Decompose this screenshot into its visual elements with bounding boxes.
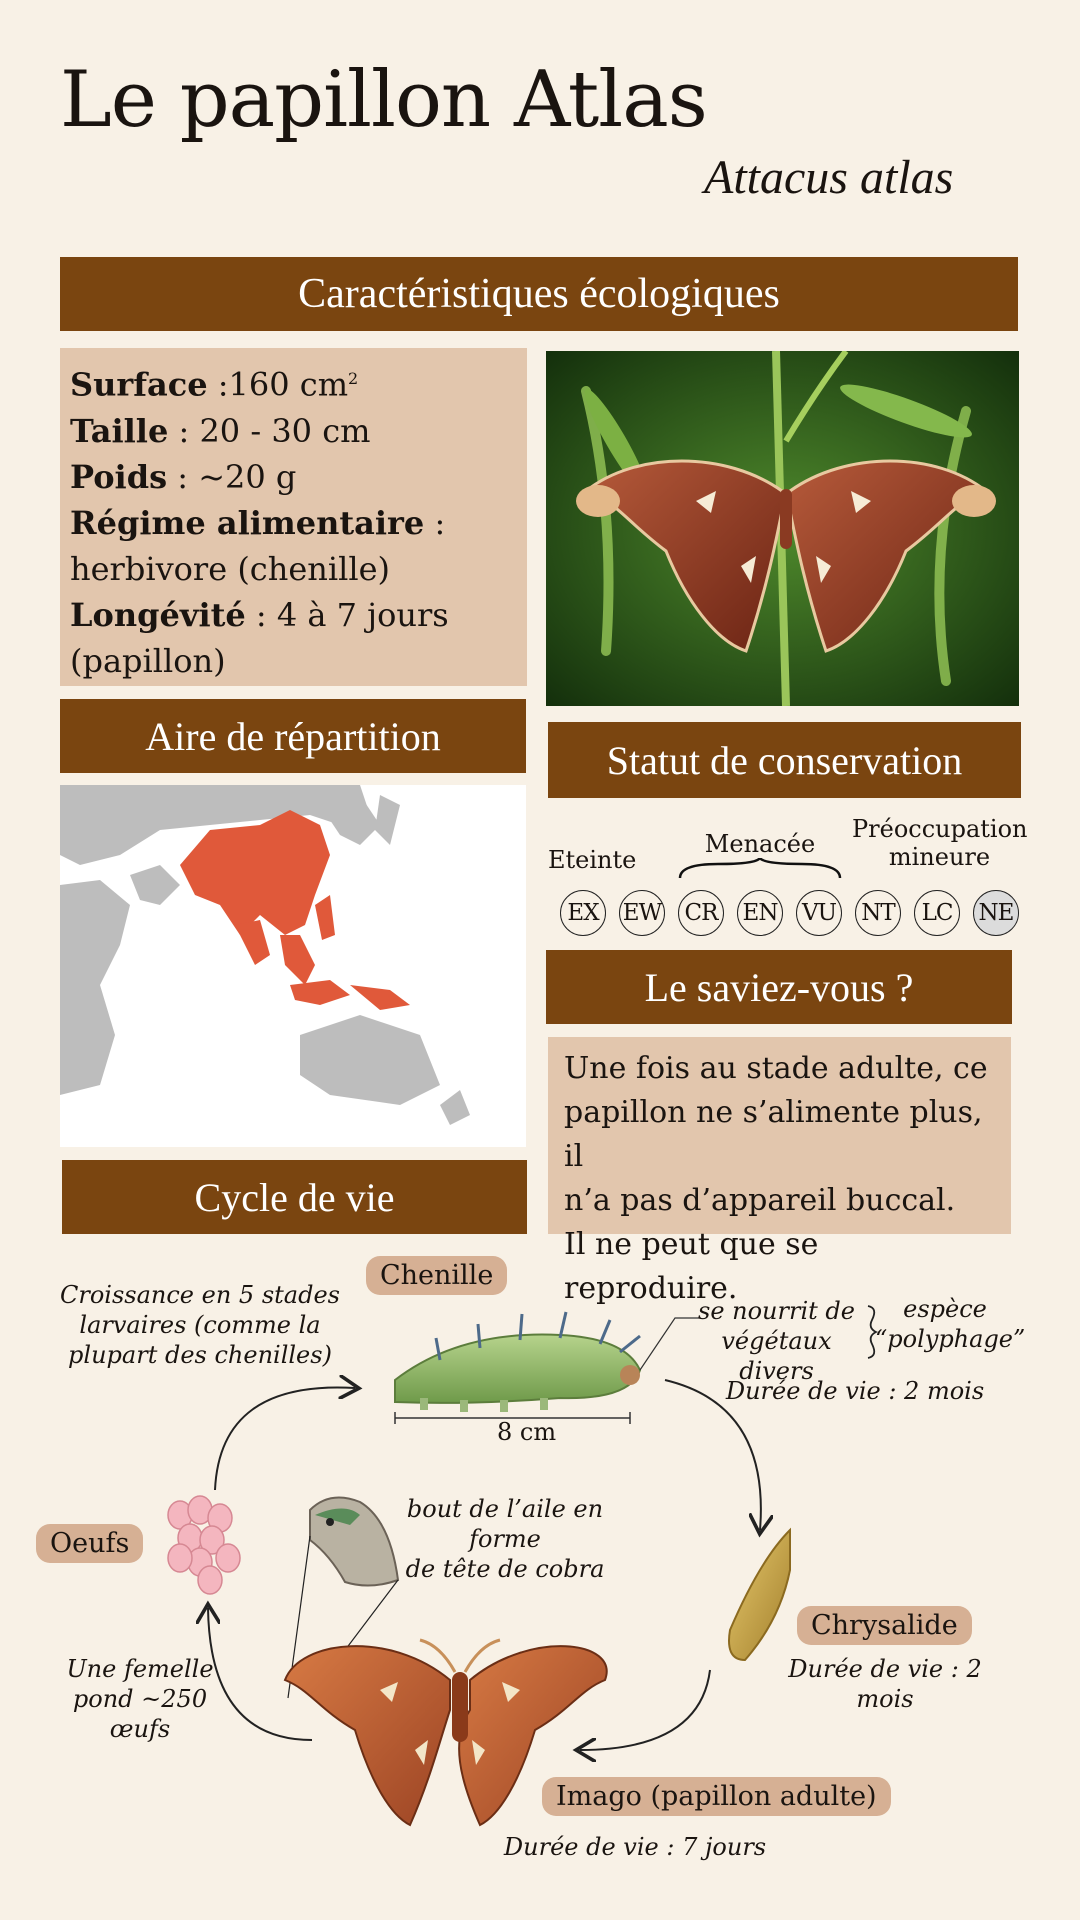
iucn-cr: CR <box>678 890 724 936</box>
iucn-scale <box>560 890 1019 936</box>
conservation-section-header: Statut de conservation <box>548 722 1021 798</box>
range-section-header: Aire de répartition <box>60 699 526 773</box>
label-least-concern: Préoccupation mineure <box>852 815 1028 871</box>
range-map <box>60 785 526 1147</box>
eco-section-header: Caractéristiques écologiques <box>60 257 1018 331</box>
iucn-ew: EW <box>619 890 665 936</box>
stat-weight: Poids : ~20 g <box>70 457 297 496</box>
note-growth: Croissance en 5 stades larvaires (comme la plupart des chenilles) <box>60 1281 340 1369</box>
stat-diet: Régime alimentaire : <box>70 503 446 542</box>
stat-surface: Surface :160 $cm^2$ <box>70 365 359 404</box>
label-imago: Imago (papillon adulte) <box>542 1777 891 1816</box>
iucn-nt: NT <box>855 890 901 936</box>
chrysalis-illustration <box>729 1530 790 1660</box>
iucn-ne-highlighted: NE <box>973 890 1019 936</box>
stat-diet-value: herbivore (chenille) <box>70 549 390 588</box>
fact-line: Une fois au stade adulte, ce <box>564 1051 988 1086</box>
threatened-brace <box>678 858 842 880</box>
fact-panel <box>548 1037 1011 1306</box>
imago-lifespan: Durée de vie : 7 jours <box>503 1833 767 1861</box>
label-caterpillar: Chenille <box>366 1256 507 1295</box>
latin-name: Attacus atlas <box>704 151 954 204</box>
eggs-illustration <box>168 1496 240 1594</box>
iucn-ex: EX <box>560 890 606 936</box>
note-feeding: se nourrit de végétaux divers <box>698 1297 855 1385</box>
eco-stats-panel <box>60 348 527 686</box>
label-chrysalis: Chrysalide <box>797 1606 972 1645</box>
fact-line: papillon ne s’alimente plus, il <box>564 1095 983 1174</box>
stat-size: Taille : 20 - 30 cm <box>70 411 371 450</box>
label-threatened: Menacée <box>704 830 816 858</box>
iucn-lc: LC <box>914 890 960 936</box>
note-polyphage: espèce “polyphage” <box>875 1295 1026 1353</box>
iucn-en: EN <box>737 890 783 936</box>
fact-line: Il ne peut que se reproduire. <box>564 1227 819 1306</box>
stat-longevity-value: (papillon) <box>70 641 226 680</box>
caterpillar-lifespan: Durée de vie : 2 mois <box>725 1377 985 1405</box>
note-wing-tip: bout de l’aile en forme de tête de cobra <box>405 1495 605 1583</box>
fact-section-header: Le saviez-vous ? <box>546 950 1012 1024</box>
chrysalis-lifespan: Durée de vie : 2 mois <box>788 1655 982 1713</box>
caterpillar-size: 8 cm <box>497 1418 557 1446</box>
label-eggs: Oeufs <box>36 1524 143 1563</box>
fact-line: n’a pas d’appareil buccal. <box>564 1183 956 1218</box>
iucn-vu: VU <box>796 890 842 936</box>
moth-photo <box>546 351 1019 706</box>
arrow-eggs-to-caterpillar <box>215 1387 355 1490</box>
label-extinct: Eteinte <box>548 846 637 874</box>
stat-longevity: Longévité : 4 à 7 jours <box>70 595 449 634</box>
caterpillar-illustration <box>395 1312 640 1412</box>
page-title: Le papillon Atlas <box>60 55 707 145</box>
note-female-eggs: Une femelle pond ~250 œufs <box>66 1655 214 1743</box>
cycle-section-header: Cycle de vie <box>62 1160 527 1234</box>
